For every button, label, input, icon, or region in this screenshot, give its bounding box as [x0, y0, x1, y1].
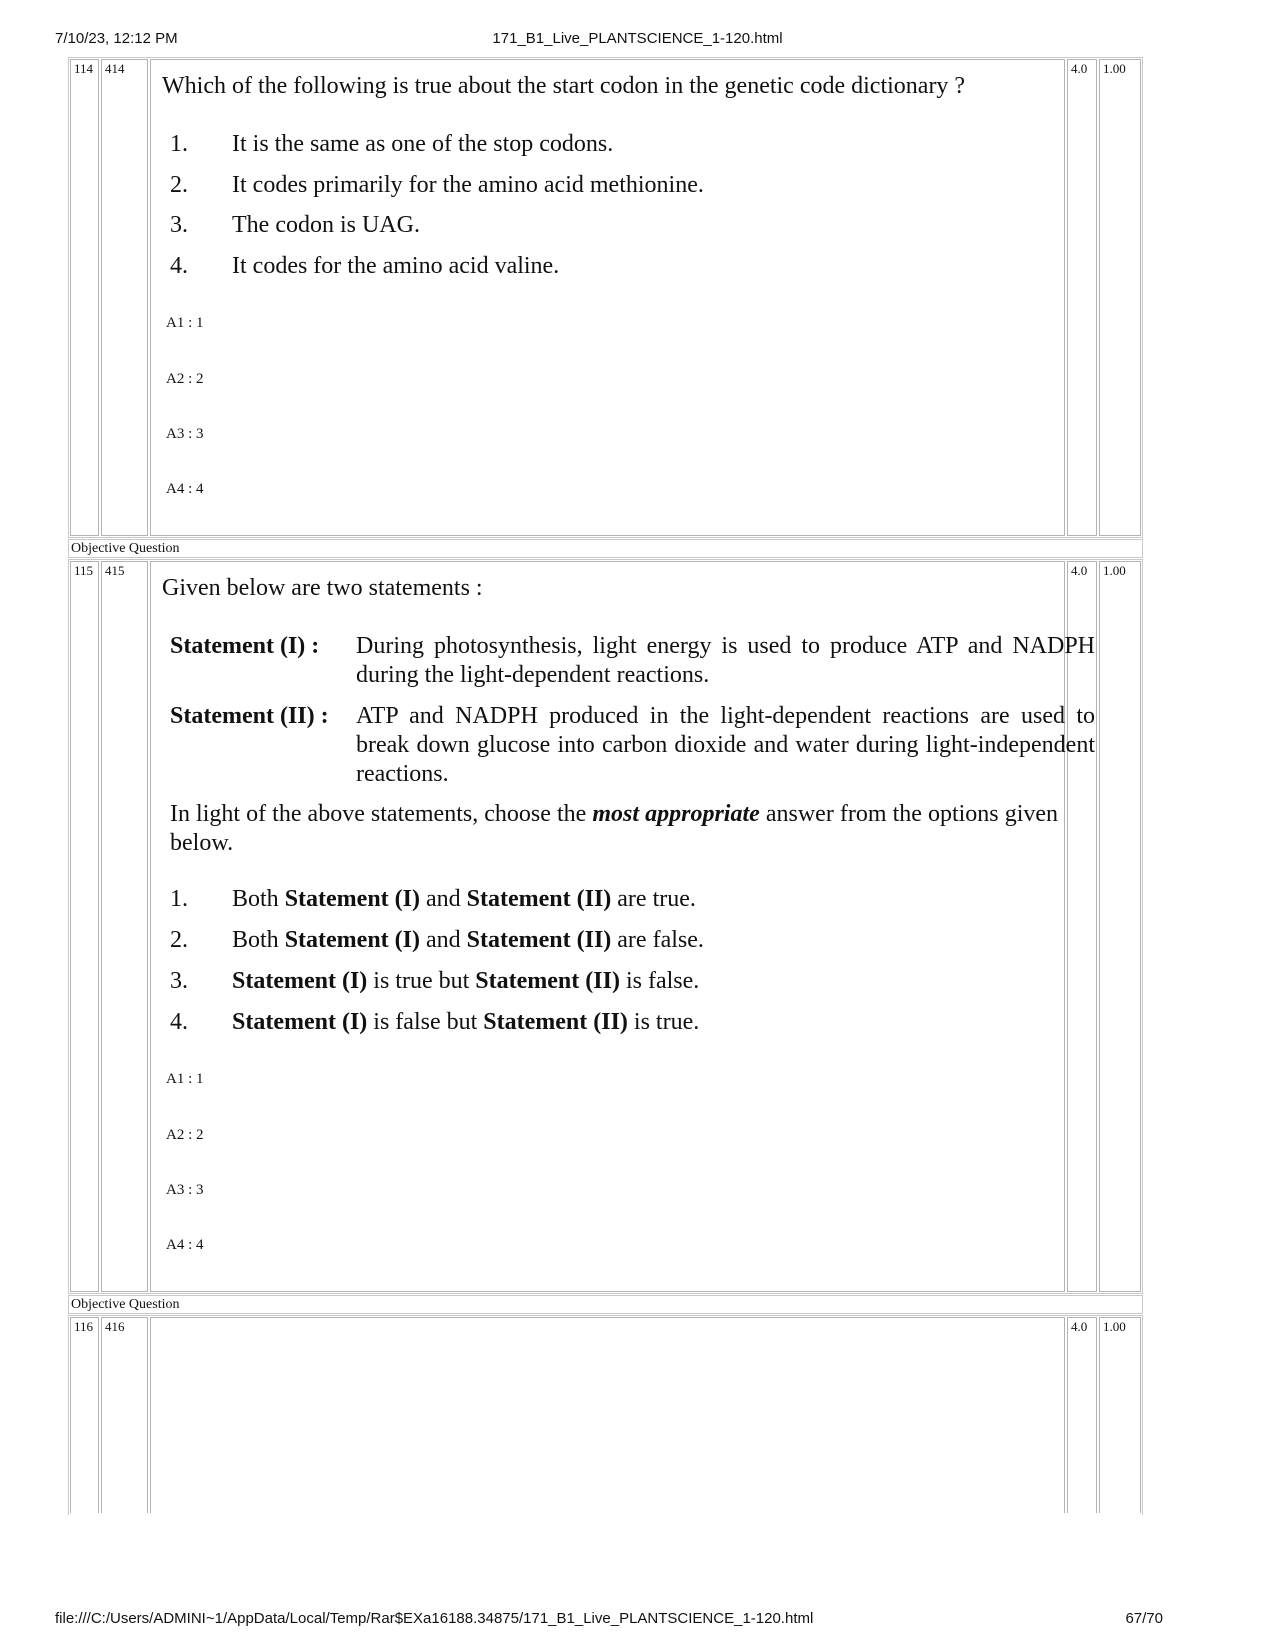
serial-number-cell: 116	[70, 1317, 99, 1513]
marks-cell: 4.0	[1067, 59, 1097, 536]
negative-marks-cell: 1.00	[1099, 561, 1141, 1292]
option-text: It codes primarily for the amino acid methionine.	[232, 172, 704, 198]
option-text: Both Statement (I) and Statement (II) are false.	[232, 927, 704, 953]
negative-marks-cell: 1.00	[1099, 59, 1141, 536]
answer-key-4: A4 : 4	[166, 481, 204, 497]
question-id-cell: 414	[101, 59, 148, 536]
page-header	[0, 30, 1275, 50]
answer-key-2: A2 : 2	[166, 371, 204, 387]
option-text: Both Statement (I) and Statement (II) are true.	[232, 886, 696, 912]
option-number: 1.	[170, 131, 188, 157]
option-number: 4.	[170, 1009, 188, 1035]
print-datetime: 7/10/23, 12:12 PM	[55, 30, 178, 47]
instruction-suffix: answer from the options given below.	[170, 801, 1059, 856]
option-text: It codes for the amino acid valine.	[232, 253, 560, 279]
instruction-text	[170, 800, 1058, 858]
answer-key-4: A4 : 4	[166, 1237, 204, 1253]
statement-1	[170, 632, 1095, 692]
option-number: 2.	[170, 927, 188, 953]
question-text: Which of the following is true about the start codon in the genetic code dictionary ?	[162, 73, 966, 99]
option-text: Statement (I) is false but Statement (II) is true.	[232, 1009, 700, 1035]
marks-cell: 4.0	[1067, 561, 1097, 1292]
statement-1-label: Statement (I) :	[170, 633, 320, 659]
question-intro: Given below are two statements :	[162, 575, 483, 601]
instruction-emphasis: most appropriate	[592, 801, 760, 827]
page-footer	[0, 1610, 1275, 1630]
option-text: The codon is UAG.	[232, 212, 420, 238]
statement-1-text: During photosynthesis, light energy is used to produce ATP and NADPH during the light-dependent reactions.	[356, 633, 1095, 688]
answer-key-2: A2 : 2	[166, 1127, 204, 1143]
file-path: file:///C:/Users/ADMINI~1/AppData/Local/Temp/Rar$EXa16188.34875/171_B1_Live_PLANTSCIENCE_1-120.html	[55, 1610, 814, 1627]
question-body-cell	[150, 1317, 1065, 1513]
serial-number-cell: 114	[70, 59, 99, 536]
statement-2	[170, 702, 1095, 792]
serial-number-cell: 115	[70, 561, 99, 1292]
option-number: 1.	[170, 886, 188, 912]
option-number: 3.	[170, 968, 188, 994]
instruction-prefix: In light of the above statements, choose the	[170, 801, 593, 827]
page-number: 67/70	[1125, 1610, 1163, 1627]
negative-marks-cell: 1.00	[1099, 1317, 1141, 1513]
option-number: 4.	[170, 253, 188, 279]
option-text: Statement (I) is true but Statement (II) is false.	[232, 968, 700, 994]
option-number: 2.	[170, 172, 188, 198]
question-id-cell: 415	[101, 561, 148, 1292]
document-title: 171_B1_Live_PLANTSCIENCE_1-120.html	[492, 30, 783, 47]
option-number: 3.	[170, 212, 188, 238]
statement-2-text: ATP and NADPH produced in the light-dependent reactions are used to break down glucose into carbon dioxide and water during light-independent reactions.	[356, 703, 1095, 787]
question-type-label: Objective Question	[68, 539, 1143, 558]
statement-2-label: Statement (II) :	[170, 703, 329, 729]
answer-key-3: A3 : 3	[166, 426, 204, 442]
answer-key-1: A1 : 1	[166, 1071, 204, 1087]
answer-key-3: A3 : 3	[166, 1182, 204, 1198]
question-type-label: Objective Question	[68, 1295, 1143, 1314]
marks-cell: 4.0	[1067, 1317, 1097, 1513]
answer-key-1: A1 : 1	[166, 315, 204, 331]
option-text: It is the same as one of the stop codons.	[232, 131, 614, 157]
question-id-cell: 416	[101, 1317, 148, 1513]
